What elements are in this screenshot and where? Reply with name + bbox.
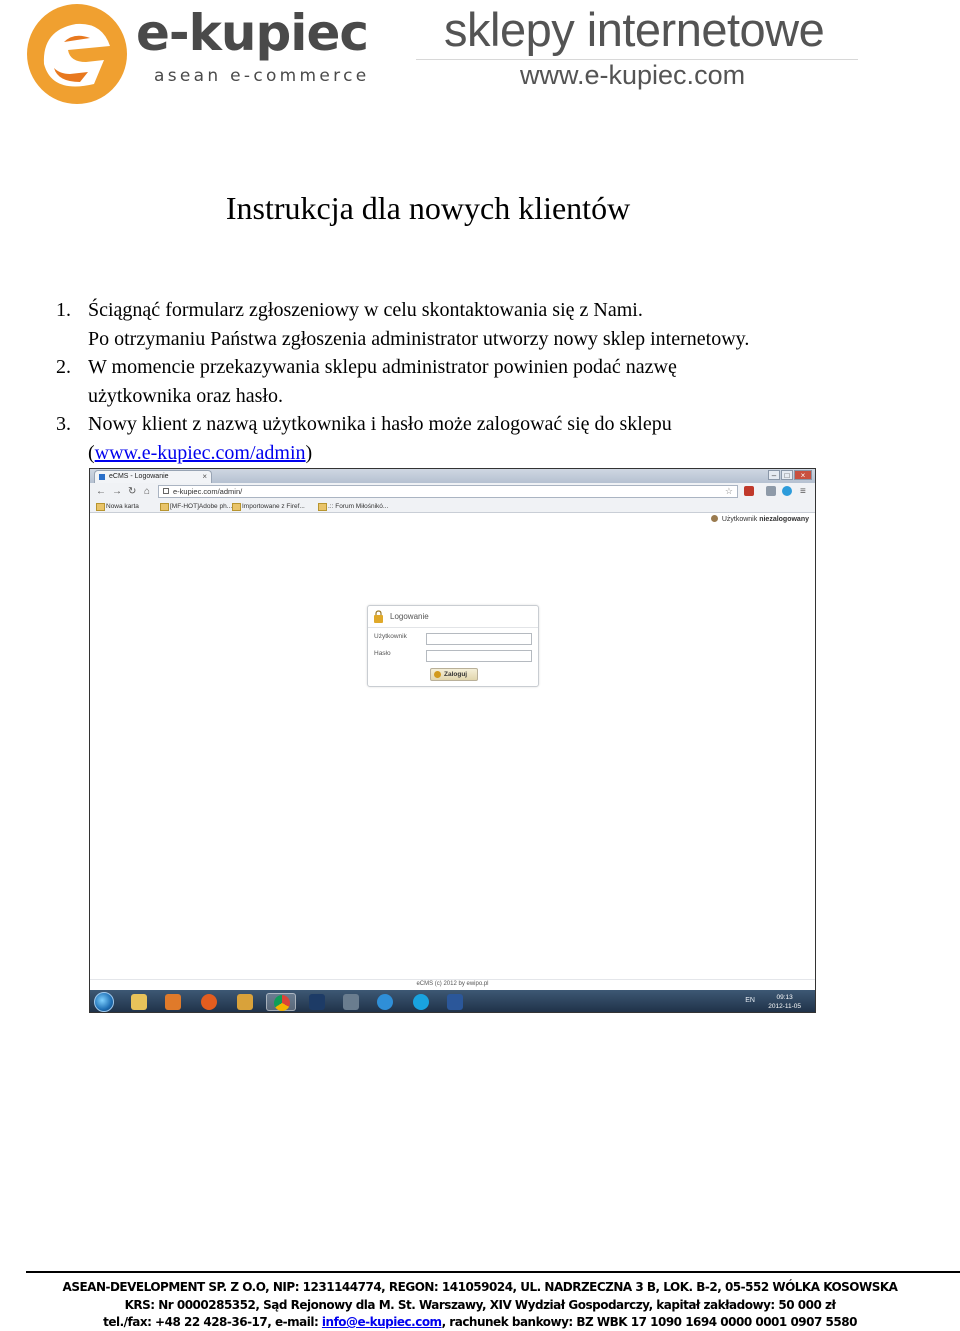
- address-text: e-kupiec.com/admin/: [173, 487, 243, 496]
- taskbar-skype[interactable]: [406, 993, 436, 1011]
- windows-taskbar: [90, 990, 815, 1013]
- favicon-icon: [99, 474, 105, 480]
- bookmarks-bar: [90, 500, 815, 513]
- step-text: użytkownika oraz hasło.: [88, 384, 283, 407]
- firefox-icon: [201, 994, 217, 1010]
- email-link[interactable]: info@e-kupiec.com: [321, 1315, 442, 1329]
- back-arrow-icon[interactable]: ←: [96, 486, 106, 497]
- admin-link[interactable]: www.e-kupiec.com/admin: [94, 441, 306, 464]
- logo-mark-icon: [24, 2, 130, 106]
- taskbar-app[interactable]: [336, 993, 366, 1011]
- list-item: [48, 410, 848, 467]
- bookmark-item[interactable]: Importowane z Firef...: [232, 500, 305, 513]
- step-number: 3.: [56, 413, 71, 435]
- footer-contact-prefix: tel./fax: +48 22 428-36-17, e-mail:: [103, 1315, 322, 1329]
- login-header: [368, 606, 538, 628]
- bookmark-item[interactable]: [MF-HOT]Adobe ph...: [160, 500, 232, 513]
- browser-toolbar: [90, 483, 815, 500]
- forward-arrow-icon[interactable]: →: [112, 486, 122, 497]
- app-icon: [343, 994, 359, 1010]
- step-number: 2.: [56, 356, 71, 378]
- page-icon: [163, 488, 169, 494]
- footer-company-line: ASEAN-DEVELOPMENT SP. Z O.O, NIP: 1231144774, REGON: 141059024, UL. NADRZECZNA 3 B, LOK. B-2, 05-552 WÓLKA KOSOWSKA: [62, 1280, 898, 1294]
- step-text: [88, 439, 848, 468]
- username-label: Użytkownik: [374, 633, 407, 640]
- browser-titlebar: [90, 469, 815, 483]
- address-bar[interactable]: [158, 485, 738, 498]
- user-status-prefix: Użytkownik: [721, 516, 758, 523]
- login-title: Logowanie: [390, 612, 429, 621]
- extension-icon[interactable]: [766, 486, 776, 496]
- header-title: sklepy internetowe: [444, 3, 825, 56]
- tab-title: eCMS - Logowanie: [109, 473, 169, 480]
- brand-tagline: asean e-commerce: [154, 66, 370, 86]
- bookmark-item[interactable]: Nowa karta: [96, 500, 139, 513]
- login-button[interactable]: [430, 668, 478, 681]
- step-text: Po otrzymaniu Państwa zgłoszenia administrator utworzy nowy sklep internetowy.: [88, 327, 750, 350]
- skype-icon: [413, 994, 429, 1010]
- user-status: [711, 515, 809, 523]
- login-panel: [367, 605, 539, 687]
- login-button-label: Zaloguj: [444, 671, 468, 678]
- internet-explorer-icon: [377, 994, 393, 1010]
- step-text: Nowy klient z nazwą użytkownika i hasło może zalogować się do sklepu: [88, 413, 672, 435]
- cms-credit: eCMS (c) 2012 by ewipo.pl: [416, 981, 489, 987]
- browser-tab[interactable]: [94, 470, 212, 483]
- taskbar-firefox[interactable]: [194, 993, 224, 1011]
- lock-icon: [373, 610, 384, 623]
- document-title: Instrukcja dla nowych klientów: [225, 190, 631, 226]
- user-icon: [711, 515, 718, 522]
- word-icon: [447, 994, 463, 1010]
- password-field[interactable]: [426, 650, 532, 662]
- taskbar-ie[interactable]: [370, 993, 400, 1011]
- taskbar-explorer[interactable]: [124, 993, 154, 1011]
- company-logo: [24, 2, 374, 106]
- home-icon[interactable]: ⌂: [144, 486, 151, 497]
- brand-name: e-kupiec: [136, 4, 368, 62]
- folder-icon: [131, 994, 147, 1010]
- language-indicator[interactable]: EN: [745, 997, 755, 1004]
- bookmark-item[interactable]: .:: Forum Miłośnikó...: [318, 500, 388, 513]
- taskbar-media[interactable]: [158, 993, 188, 1011]
- taskbar-app[interactable]: [230, 993, 260, 1011]
- password-label: Hasło: [374, 650, 391, 657]
- list-item: [48, 296, 848, 353]
- list-item: [48, 353, 848, 410]
- system-clock[interactable]: [768, 993, 801, 1011]
- key-icon: [434, 671, 441, 678]
- app-icon: [237, 994, 253, 1010]
- footer-registry-line: KRS: Nr 0000285352, Sąd Rejonowy dla M. St. Warszawy, XIV Wydział Gospodarczy, kapitał zakładowy: 50 000 zł: [124, 1297, 836, 1312]
- menu-icon[interactable]: ≡: [800, 486, 806, 497]
- minimize-icon[interactable]: –: [768, 470, 780, 480]
- clock-date: 2012-11-05: [768, 1003, 801, 1010]
- step-number: 1.: [56, 299, 71, 321]
- username-field[interactable]: [426, 633, 532, 645]
- chrome-icon: [274, 995, 290, 1011]
- maximize-icon[interactable]: □: [781, 470, 793, 480]
- taskbar-chrome[interactable]: [266, 993, 296, 1011]
- clock-time: 09:13: [776, 994, 793, 1001]
- footer-contact-line: [0, 1314, 960, 1331]
- reload-icon[interactable]: ↻: [128, 486, 137, 497]
- skype-icon[interactable]: [782, 486, 792, 496]
- media-player-icon: [165, 994, 181, 1010]
- close-icon[interactable]: ×: [202, 472, 207, 481]
- star-icon[interactable]: ☆: [724, 486, 733, 496]
- header-url: www.e-kupiec.com: [520, 60, 746, 90]
- taskbar-photoshop[interactable]: [302, 993, 332, 1011]
- window-close-icon[interactable]: ×: [794, 470, 812, 480]
- paren-open: (: [88, 441, 95, 464]
- window-controls: [768, 470, 812, 480]
- footer-bank: , rachunek bankowy: BZ WBK 17 1090 1694 0000 0001 0907 5580: [441, 1315, 857, 1329]
- user-status-value: niezalogowany: [759, 516, 809, 523]
- extension-icon[interactable]: [744, 486, 754, 496]
- footer-divider: [26, 1271, 960, 1273]
- taskbar-word[interactable]: [440, 993, 470, 1011]
- step-text: Ściągnąć formularz zgłoszeniowy w celu skontaktowania się z Nami.: [88, 299, 643, 321]
- photoshop-icon: [309, 994, 325, 1010]
- company-footer: [0, 1279, 960, 1331]
- instruction-list: [48, 296, 848, 467]
- paren-close: ): [305, 441, 313, 464]
- step-text: W momencie przekazywania sklepu administrator powinien podać nazwę: [88, 356, 677, 378]
- start-button-icon[interactable]: [94, 992, 114, 1012]
- page-footer-divider: [90, 979, 815, 980]
- browser-screenshot: [89, 468, 816, 1013]
